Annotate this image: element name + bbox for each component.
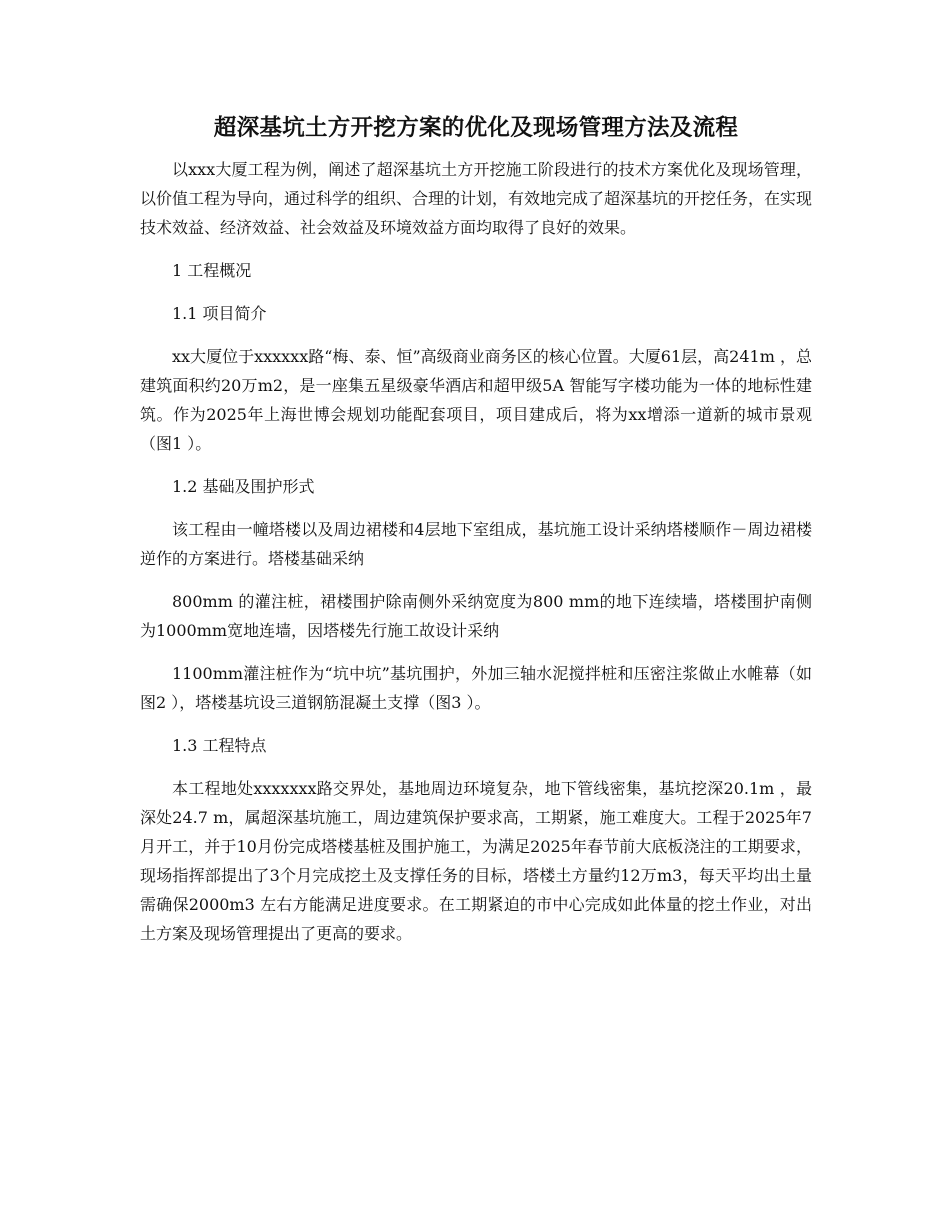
features-paragraph: 本工程地处xxxxxxx路交界处，基地周边环境复杂，地下管线密集，基坑挖深20.1m ，最深处24.7 m，属超深基坑施工，周边建筑保护要求高，工期紧，施工难度大。工程于2025年7月开工，并于10月份完成塔楼基桩及围护施工，为满足2025年春节前大底板浇注的工期要求，现场指挥部提出了3个月完成挖土及支撑任务的目标，塔楼土方量约12万m3，每天平均出土量需确保2000m3 左右方能满足进度要求。在工期紧迫的市中心完成如此体量的挖土作业，对出土方案及现场管理提出了更高的要求。: [140, 779, 812, 943]
foundation-paragraph-1: 该工程由一幢塔楼以及周边裙楼和4层地下室组成，基坑施工设计采纳塔楼顺作－周边裙楼逆作的方案进行。塔楼基础采纳: [140, 520, 812, 568]
foundation-paragraph-3: 1100mm灌注桩作为“坑中坑”基坑围护，外加三轴水泥搅拌桩和压密注浆做止水帷幕（如图2 ），塔楼基坑设三道钢筋混凝土支撑（图3 ）。: [140, 664, 812, 712]
document-page: [140, 108, 812, 962]
foundation-paragraph-2: 800mm 的灌注桩，裙楼围护除南侧外采纳宽度为800 mm的地下连续墙，塔楼围护南侧为1000mm宽地连墙，因塔楼先行施工故设计采纳: [140, 592, 812, 640]
section-heading-1-2: 1.2 基础及围护形式: [172, 477, 315, 496]
section-heading-1-3: 1.3 工程特点: [172, 736, 267, 755]
project-intro-paragraph: xx大厦位于xxxxxx路“梅、泰、恒”高级商业商务区的核心位置。大厦61层，高241m ，总建筑面积约20万m2，是一座集五星级豪华酒店和超甲级5A 智能写字楼功能为一体的地标性建筑。作为2025年上海世博会规划功能配套项目，项目建成后，将为xx增添一道新的城市景观（图1 ）。: [140, 347, 812, 453]
section-heading-1-1: 1.1 项目简介: [172, 304, 267, 323]
abstract-paragraph: 以xxx大厦工程为例，阐述了超深基坑土方开挖施工阶段进行的技术方案优化及现场管理，以价值工程为导向，通过科学的组织、合理的计划，有效地完成了超深基坑的开挖任务，在实现技术效益、经济效益、社会效益及环境效益方面均取得了良好的效果。: [140, 160, 813, 237]
section-heading-1: 1 工程概况: [172, 261, 252, 280]
document-title: 超深基坑土方开挖方案的优化及现场管理方法及流程: [213, 115, 739, 141]
